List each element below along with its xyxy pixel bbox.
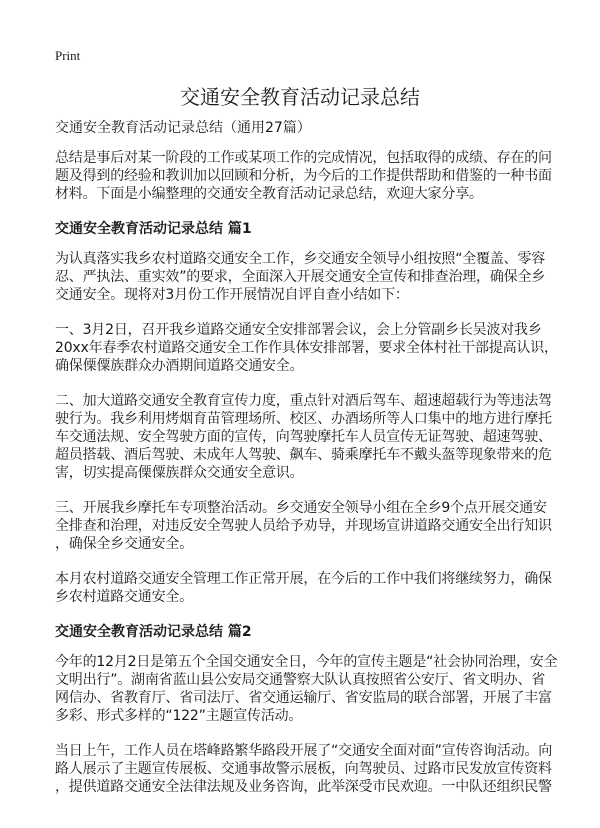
text-line: 忍、严执法、重实效”的要求，全面深入开展交通安全宣传和排查治理，确保全乡 [55, 269, 546, 285]
text-line: 题及得到的经验和教训加以回顾和分析，为今后的工作提供帮助和借鉴的一种书面 [55, 168, 552, 184]
text-line: 文明出行”。湖南省蓝山县公安局交通警察大队认真按照省公安厅、省文明办、省 [55, 672, 546, 688]
text-line: 多彩、形式多样的“122”主题宣传活动。 [55, 708, 303, 724]
section-2 [55, 623, 558, 796]
text-line: 全排查和治理，对违反安全驾驶人员给予劝导，并现场宣讲道路交通安全出行知识 [55, 518, 552, 534]
text-line: 确保傈僳族群众办酒期间道路交通安全。 [55, 358, 304, 374]
text-line: 交通安全。现将对3月份工作开展情况自评自查小结如下： [55, 287, 409, 303]
text-line: 材料。下面是小编整理的交通安全教育活动记录总结，欢迎大家分享。 [55, 186, 483, 202]
section-heading: 交通安全教育活动记录总结 篇1 [55, 221, 252, 237]
paragraph [55, 250, 555, 304]
paragraph [55, 742, 555, 796]
text-line: 网信办、省教育厅、省司法厅、省交通运输厅、省安监局的联合部署，开展了丰富 [55, 690, 552, 706]
text-line: ，确保全乡交通安全。 [55, 536, 193, 552]
paragraph [55, 499, 555, 553]
paragraph [55, 570, 555, 606]
intro-paragraph [55, 149, 555, 203]
print-link[interactable]: Print [55, 48, 81, 63]
text-line: 超员搭载、酒后驾驶、未成年人驾驶、飙车、骑乘摩托车不戴头盔等现象带来的危 [55, 447, 552, 463]
text-line: 本月农村道路交通安全管理工作正常开展，在今后的工作中我们将继续努力，确保 [55, 571, 552, 587]
text-line: 为认真落实我乡农村道路交通安全工作，乡交通安全领导小组按照“全覆盖、零容 [55, 251, 546, 267]
text-line: 二、加大道路交通安全教育宣传力度，重点针对酒后驾车、超速超载行为等违法驾 [55, 393, 552, 409]
document-body [55, 119, 558, 813]
text-line: 驶行为。我乡利用烤烟育苗管理场所、校区、办酒场所等人口集中的地方进行摩托 [55, 411, 552, 427]
text-line: 当日上午，工作人员在塔峰路繁华路段开展了“交通安全面对面”宣传咨询活动。向 [55, 743, 553, 759]
paragraph [55, 392, 555, 482]
document-subtitle: 交通安全教育活动记录总结（通用27篇） [55, 120, 311, 136]
text-line: 路人展示了主题宣传展板、交通事故警示展板，向驾驶员、过路市民发放宣传资料 [55, 761, 552, 777]
text-line: 20xx年春季农村道路交通安全工作作具体安排部署，要求全体村社干部提高认识， [55, 340, 558, 356]
text-line: ，提供道路交通安全法律法规及业务咨询，此举深受市民欢迎。一中队还组织民警 [55, 779, 552, 795]
text-line: 车交通法规、安全驾驶方面的宣传，向驾驶摩托车人员宣传无证驾驶、超速驾驶、 [55, 429, 552, 445]
paragraph [55, 321, 558, 375]
document-title: 交通安全教育活动记录总结 [180, 85, 420, 109]
section-1 [55, 220, 558, 606]
text-line: 今年的12月2日是第五个全国交通安全日，今年的宣传主题是“社会协同治理，安全 [55, 654, 558, 670]
text-line: 害，切实提高傈僳族群众交通安全意识。 [55, 465, 304, 481]
text-line: 三、开展我乡摩托车专项整治活动。乡交通安全领导小组在全乡9个点开展交通安 [55, 500, 547, 516]
text-line: 总结是事后对某一阶段的工作或某项工作的完成情况，包括取得的成绩、存在的问 [55, 150, 552, 166]
text-line: 一、3月2日，召开我乡道路交通安全安排部署会议，会上分管副乡长吴波对我乡 [55, 322, 542, 338]
section-heading: 交通安全教育活动记录总结 篇2 [55, 624, 252, 640]
paragraph [55, 653, 558, 725]
text-line: 乡农村道路交通安全。 [55, 589, 193, 605]
